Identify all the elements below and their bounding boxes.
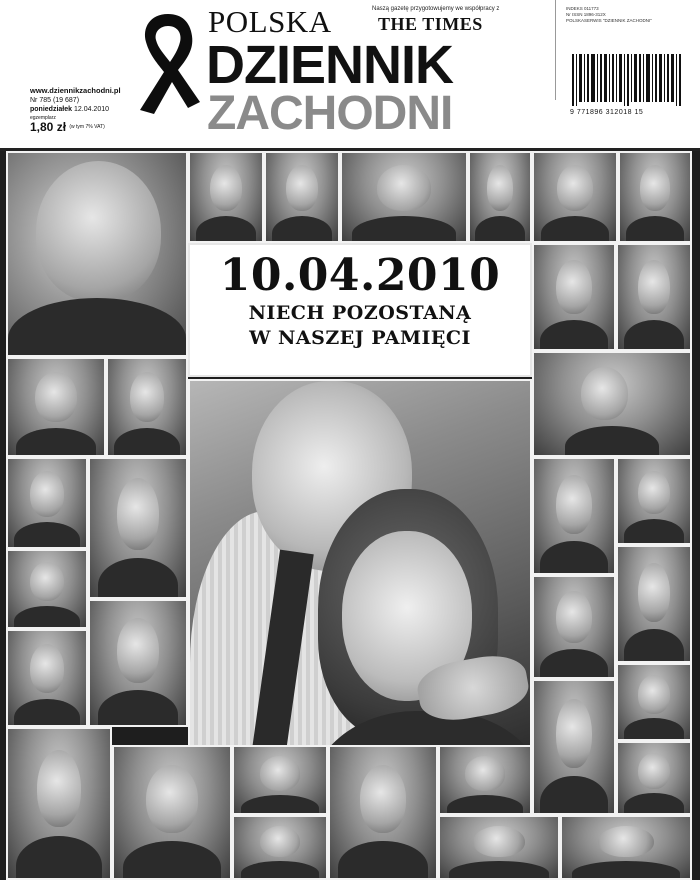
portrait-photo	[616, 663, 692, 741]
headline-box	[188, 243, 532, 377]
portrait-photo	[88, 457, 188, 599]
portrait-photo	[532, 151, 618, 243]
portrait-photo	[264, 151, 340, 243]
portrait-photo	[328, 745, 438, 880]
barcode-box	[566, 6, 691, 126]
zachodni-wordmark: ZACHODNI	[207, 87, 453, 140]
dziennik-wordmark: DZIENNIK	[206, 35, 453, 95]
issue-info	[30, 86, 130, 132]
barcode-icon	[572, 54, 684, 106]
portrait-photo	[532, 575, 616, 679]
portrait-photo	[232, 815, 328, 880]
barcode-publisher: POLSKASERWIS "DZIENNIK ZACHODNI"	[566, 18, 652, 23]
portrait-photo	[560, 815, 692, 880]
portrait-photo	[618, 151, 692, 243]
cooperation-note: Naszą gazetę przygotowujemy we współpracy z	[372, 6, 500, 12]
portrait-photo	[88, 599, 188, 727]
black-mourning-ribbon-icon	[128, 8, 208, 116]
price-value: 1,80 zł	[30, 119, 67, 134]
headline-line1: NIECH POZOSTANĄ	[248, 302, 472, 324]
barcode-index: INDEKS 011773	[566, 6, 599, 11]
polska-wordmark: POLSKA	[208, 4, 332, 39]
issue-number: Nr 785 (19 687)	[30, 96, 80, 104]
portrait-photo	[6, 629, 88, 727]
portrait-photo	[340, 151, 468, 243]
website-url[interactable]: www.dziennikzachodni.pl	[30, 86, 121, 95]
masthead	[0, 0, 700, 150]
portrait-photo	[6, 549, 88, 629]
portrait-photo	[616, 545, 692, 663]
portrait-photo	[532, 679, 616, 815]
price-vat: (w tym 7% VAT)	[69, 123, 105, 130]
portrait-photo	[232, 745, 328, 815]
issue-day: poniedziałek	[30, 106, 73, 113]
masthead-divider	[555, 0, 556, 100]
portrait-photo	[438, 815, 560, 880]
price	[30, 119, 130, 134]
portrait-photo	[6, 727, 112, 880]
barcode-issn: Nr ISSN 1896-312X	[566, 12, 606, 17]
portrait-photo	[188, 151, 264, 243]
portrait-photo	[616, 741, 692, 815]
portrait-photo	[616, 243, 692, 351]
portrait-photo	[468, 151, 532, 243]
headline-date: 10.04.2010	[219, 250, 501, 301]
barcode-number: 9 771896 312018 15	[570, 109, 644, 116]
portrait-photo	[532, 243, 616, 351]
portrait-photo	[532, 351, 692, 457]
the-times-wordmark: THE TIMES	[378, 14, 483, 34]
portrait-photo	[6, 357, 106, 457]
portrait-photo	[106, 357, 188, 457]
main-photo	[188, 379, 532, 747]
portrait-photo	[616, 457, 692, 545]
portrait-photo	[438, 745, 532, 815]
portrait-photo	[6, 457, 88, 549]
portrait-photo	[532, 457, 616, 575]
issue-date-value: 12.04.2010	[73, 106, 110, 113]
issue-date	[30, 105, 130, 115]
portrait-photo	[6, 151, 188, 357]
price-label: egzemplarz	[30, 114, 56, 121]
portrait-photo	[112, 745, 232, 880]
headline-line2: W NASZEJ PAMIĘCI	[249, 327, 471, 349]
